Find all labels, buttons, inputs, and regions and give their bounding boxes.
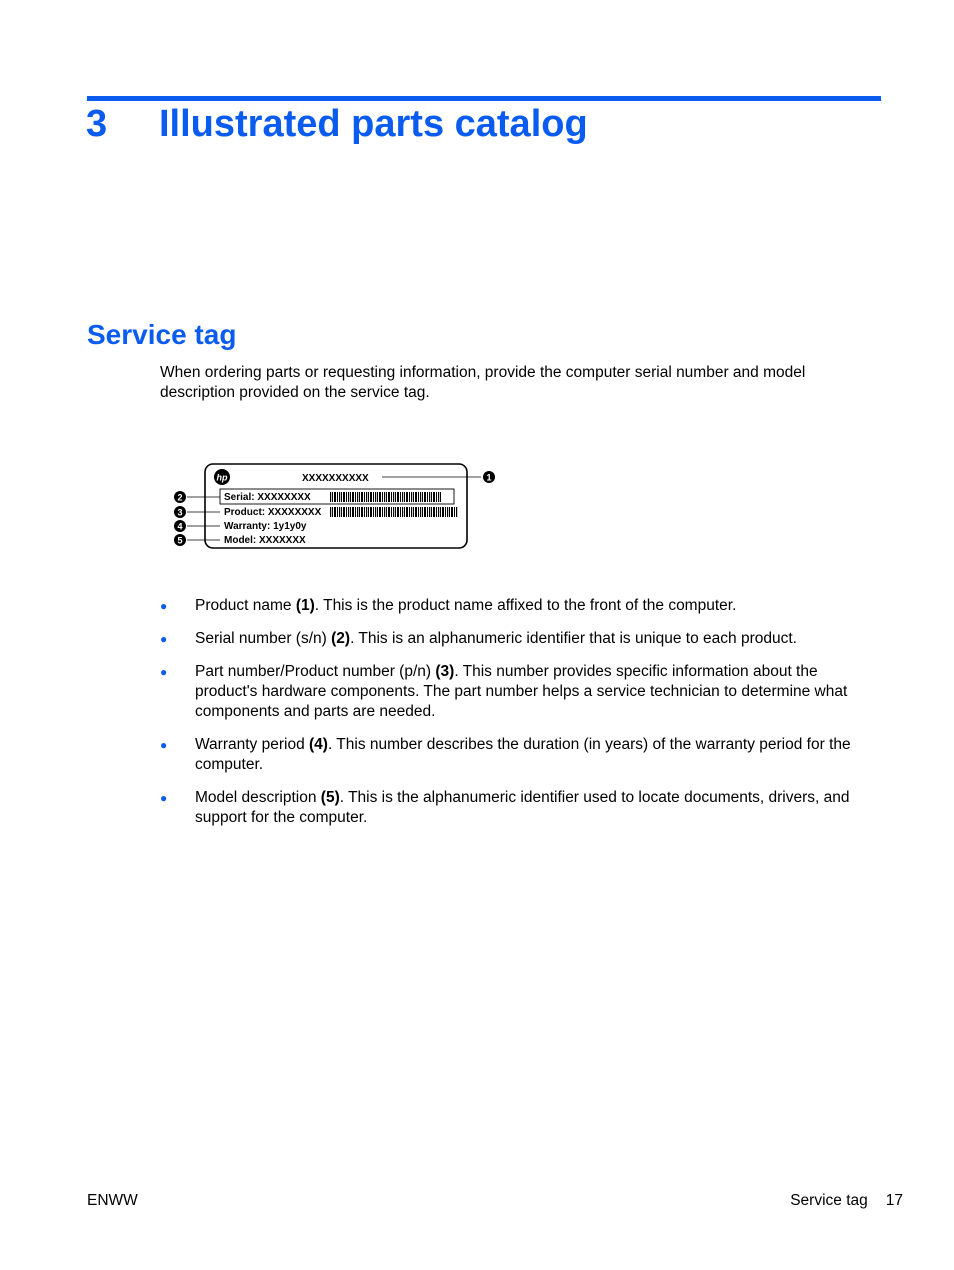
footer-right (790, 1191, 903, 1211)
chapter-title: Illustrated parts catalog (159, 103, 588, 145)
hp-logo-text: hp (216, 472, 228, 483)
callout-3-label: 3 (177, 507, 183, 518)
callout-4-label: 4 (177, 521, 183, 532)
bullet-ref: (1) (295, 597, 315, 614)
callout-1-label: 1 (486, 472, 492, 483)
tag-warranty-line: Warranty: 1y1y0y (224, 521, 307, 532)
bullet-ref: (3) (435, 663, 455, 680)
bullet-text: . This is the alphanumeric identifier used to locate documents, drivers, and support for the computer. (195, 789, 850, 826)
list-item (160, 662, 880, 722)
bullet-lead: Model description (195, 789, 321, 806)
bullet-icon: ● (160, 665, 168, 679)
bullet-lead: Warranty period (195, 736, 309, 753)
bullet-icon: ● (160, 632, 168, 646)
tag-serial-line: Serial: XXXXXXXX (224, 492, 311, 503)
page-number: 17 (885, 1192, 903, 1209)
footer-doc-code: ENWW (87, 1192, 138, 1209)
bullet-lead: Part number/Product number (p/n) (195, 663, 436, 680)
bullet-ref: (5) (320, 789, 340, 806)
bullet-icon: ● (160, 599, 168, 613)
bullet-text: . This is an alphanumeric identifier that is unique to each product. (350, 630, 797, 647)
bullet-text: . This is the product name affixed to the front of the computer. (314, 597, 737, 614)
chapter-number: 3 (86, 103, 108, 145)
tag-model-line: Model: XXXXXXX (224, 535, 306, 546)
tag-product-name: XXXXXXXXXX (302, 473, 369, 484)
bullet-lead: Serial number (s/n) (195, 630, 332, 647)
bullet-ref: (2) (331, 630, 351, 647)
tag-product-line: Product: XXXXXXXX (224, 507, 322, 518)
bullet-list (160, 596, 880, 841)
callout-2-label: 2 (177, 492, 183, 503)
serial-barcode (330, 492, 442, 502)
hp-logo-icon (214, 469, 230, 485)
list-item (160, 629, 880, 649)
list-item (160, 788, 880, 828)
footer-section: Service tag (790, 1192, 868, 1209)
product-barcode (330, 507, 458, 517)
service-tag-figure (170, 460, 500, 555)
section-title: Service tag (87, 319, 237, 350)
bullet-icon: ● (160, 791, 168, 805)
bullet-ref: (4) (309, 736, 328, 753)
bullet-text: . This number describes the duration (in years) of the warranty period for the computer. (195, 736, 851, 773)
intro-paragraph: When ordering parts or requesting information, provide the computer serial number and model description provided on the service tag. (160, 364, 806, 401)
bullet-icon: ● (160, 738, 168, 752)
callout-5-label: 5 (177, 535, 183, 546)
list-item (160, 735, 880, 775)
bullet-lead: Product name (195, 597, 296, 614)
bullet-text: . This number provides specific information about the product's hardware components. The part number helps a service technician to determine what components and parts are needed. (195, 663, 848, 720)
list-item (160, 596, 880, 616)
